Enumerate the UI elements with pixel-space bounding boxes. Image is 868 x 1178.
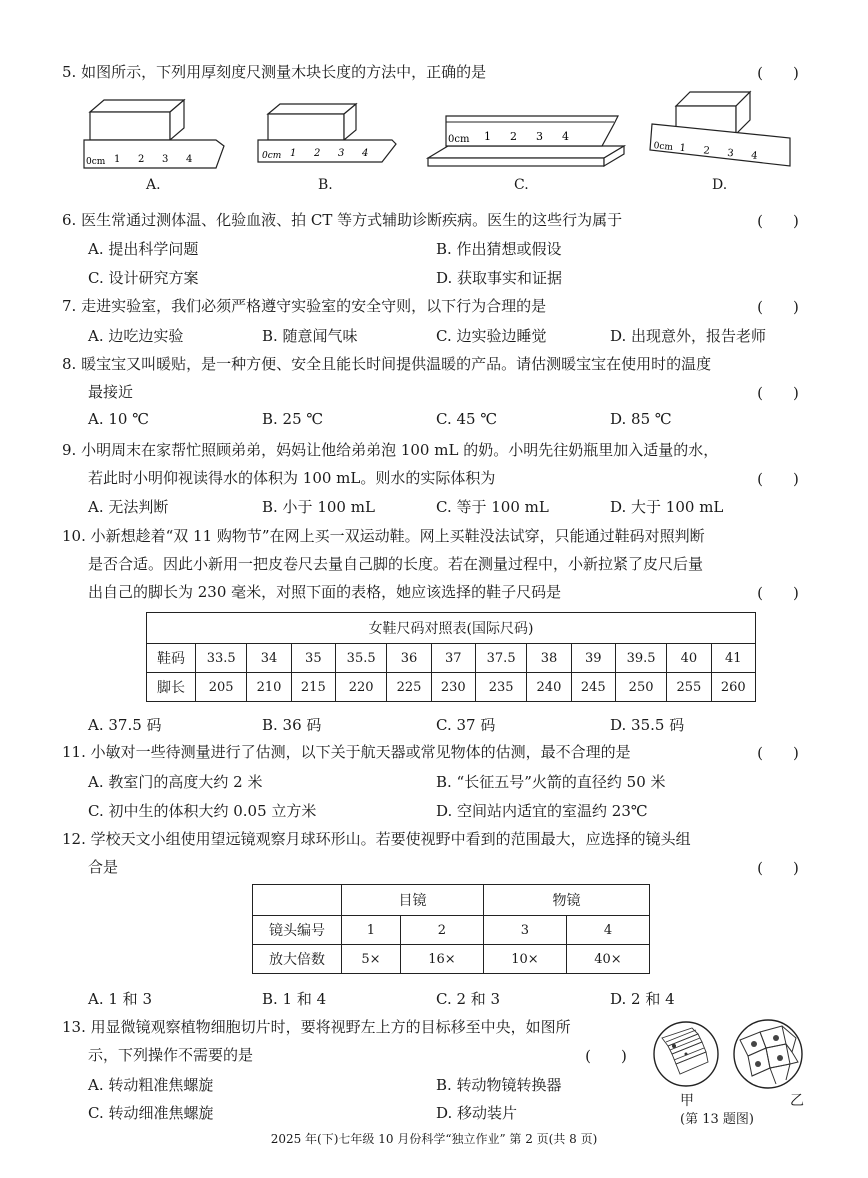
q10-option-a: A. 37.5 码 [88, 716, 162, 734]
q11-option-b: B. “长征五号”火箭的直径约 50 米 [436, 773, 666, 791]
q6-stem: 6. 医生常通过测体温、化验血液、拍 CT 等方式辅助诊断疾病。医生的这些行为属于 [62, 211, 623, 229]
q7-answer-paren: ( ) [757, 298, 799, 316]
q13-fig-label-left: 甲 [680, 1093, 694, 1109]
q12-magnification-cell: 5× [342, 945, 401, 974]
q12-option-b: B. 1 和 4 [262, 990, 327, 1008]
q9-stem-line2: 若此时小明仰视读得水的体积为 100 mL。则水的实际体积为 [88, 469, 496, 487]
q5-a-tick: 2 [138, 154, 145, 165]
q12-stem-line1: 12. 学校天文小组使用望远镜观察月球环形山。若要使视野中看到的范围最大，应选择的镜头组 [62, 830, 691, 848]
q13-option-c: C. 转动细准焦螺旋 [88, 1104, 214, 1122]
q6-answer-paren: ( ) [757, 212, 799, 230]
q10-option-d: D. 35.5 码 [610, 716, 685, 734]
q10-stem-line1: 10. 小新想趁着“双 11 购物节”在网上买一双运动鞋。网上买鞋没法试穿，只能通过鞋码对照判断 [62, 527, 705, 545]
q10-size-cell: 38 [527, 644, 571, 673]
q10-size-cell: 35 [291, 644, 335, 673]
q5-c-tick: 2 [510, 130, 517, 143]
q13-microscope-view-left [652, 1020, 724, 1088]
q7-option-d: D. 出现意外，报告老师 [610, 327, 767, 345]
q5-c-tick: 4 [562, 130, 569, 143]
q12-number-cell: 1 [342, 916, 401, 945]
q10-foot-cell: 240 [527, 673, 571, 702]
q8-option-d: D. 85 ℃ [610, 410, 672, 428]
q10-foot-cell: 235 [475, 673, 526, 702]
q10-size-cell: 33.5 [196, 644, 247, 673]
q12-lens-table [252, 884, 650, 974]
q10-size-cell: 35.5 [335, 644, 386, 673]
q13-stem-line2: 示，下列操作不需要的是 [88, 1046, 254, 1064]
q5-figure-a [84, 100, 234, 170]
q5-label-b: B. [318, 177, 333, 193]
q10-size-cell: 37 [431, 644, 475, 673]
q12-magnification-cell: 10× [483, 945, 566, 974]
q6-option-b: B. 作出猜想或假设 [436, 240, 562, 258]
q10-shoe-size-table [146, 612, 756, 702]
q5-d-tick: 3 [726, 147, 735, 160]
q5-a-tick: 3 [162, 154, 169, 165]
q5-b-tick: 4 [362, 148, 369, 159]
q6-option-a: A. 提出科学问题 [88, 240, 199, 258]
q12-row-label-magnification: 放大倍数 [253, 945, 342, 974]
q10-foot-cell: 210 [247, 673, 291, 702]
q6-option-d: D. 获取事实和证据 [436, 269, 563, 287]
q5-c-ruler-zero: 0cm [448, 134, 470, 145]
q13-option-d: D. 移动装片 [436, 1104, 518, 1122]
q7-option-c: C. 边实验边睡觉 [436, 327, 547, 345]
q8-option-b: B. 25 ℃ [262, 410, 324, 428]
q5-b-ruler-zero: 0cm [262, 151, 282, 161]
q8-stem-line1: 8. 暖宝宝又叫暖贴，是一种方便、安全且能长时间提供温暖的产品。请估测暖宝宝在使用时的温度 [62, 355, 712, 373]
q11-option-a: A. 教室门的高度大约 2 米 [88, 773, 263, 791]
q13-microscope-view-right [732, 1018, 804, 1090]
q5-d-tick: 4 [750, 150, 759, 162]
q13-option-a: A. 转动粗准焦螺旋 [88, 1076, 214, 1094]
q10-size-cell: 37.5 [475, 644, 526, 673]
q10-foot-cell: 215 [291, 673, 335, 702]
q10-table-title: 女鞋尺码对照表(国际尺码) [147, 613, 756, 644]
q12-magnification-cell: 40× [566, 945, 649, 974]
q10-size-cell: 34 [247, 644, 291, 673]
q13-fig-label-right: 乙 [790, 1093, 804, 1109]
q5-d-tick: 1 [678, 142, 687, 155]
q5-d-ruler-zero: 0cm [653, 141, 674, 153]
q5-label-c: C. [514, 177, 529, 193]
q9-option-b: B. 小于 100 mL [262, 498, 375, 516]
q5-b-tick: 2 [314, 148, 321, 159]
q10-foot-cell: 255 [667, 673, 711, 702]
q12-option-d: D. 2 和 4 [610, 990, 675, 1008]
q7-stem: 7. 走进实验室，我们必须严格遵守实验室的安全守则，以下行为合理的是 [62, 297, 547, 315]
q13-figure-caption: (第 13 题图) [680, 1112, 754, 1127]
q13-option-b: B. 转动物镜转换器 [436, 1076, 562, 1094]
q10-option-b: B. 36 码 [262, 716, 322, 734]
q5-c-tick: 3 [536, 130, 543, 143]
q5-a-tick: 4 [186, 154, 193, 165]
q10-size-cell: 39.5 [615, 644, 666, 673]
q5-a-tick: 1 [114, 154, 121, 165]
q12-row-label-number: 镜头编号 [253, 916, 342, 945]
q12-header-objective: 物镜 [483, 885, 649, 916]
q8-option-a: A. 10 ℃ [88, 410, 150, 428]
q5-figure-d [650, 92, 810, 172]
q10-foot-cell: 245 [571, 673, 615, 702]
q5-label-d: D. [712, 177, 728, 193]
q9-option-a: A. 无法判断 [88, 498, 169, 516]
q5-b-tick: 1 [290, 148, 297, 159]
q12-magnification-cell: 16× [400, 945, 483, 974]
q12-stem-line2: 合是 [88, 858, 119, 876]
q5-label-a: A. [146, 177, 161, 193]
q5-a-ruler-zero: 0cm [86, 157, 106, 167]
q13-stem-line1: 13. 用显微镜观察植物细胞切片时，要将视野左上方的目标移至中央，如图所 [62, 1018, 571, 1036]
q10-foot-cell: 260 [711, 673, 755, 702]
q10-answer-paren: ( ) [757, 584, 799, 602]
q9-option-c: C. 等于 100 mL [436, 498, 549, 516]
q11-answer-paren: ( ) [757, 744, 799, 762]
q5-b-tick: 3 [338, 148, 345, 159]
q10-size-cell: 40 [667, 644, 711, 673]
q10-row-label-size: 鞋码 [147, 644, 196, 673]
q11-option-d: D. 空间站内适宜的室温约 23℃ [436, 802, 648, 820]
q5-c-tick: 1 [484, 130, 491, 143]
q10-foot-cell: 250 [615, 673, 666, 702]
q5-figure-c [428, 108, 628, 174]
q12-number-cell: 3 [483, 916, 566, 945]
q11-option-c: C. 初中生的体积大约 0.05 立方米 [88, 802, 317, 820]
q10-row-label-foot: 脚长 [147, 673, 196, 702]
q12-answer-paren: ( ) [757, 859, 799, 877]
q10-stem-line3: 出自己的脚长为 230 毫米，对照下面的表格，她应该选择的鞋子尺码是 [88, 583, 562, 601]
q7-option-a: A. 边吃边实验 [88, 327, 184, 345]
q7-option-b: B. 随意闻气味 [262, 327, 358, 345]
q5-answer-paren: ( ) [757, 64, 799, 82]
q10-size-cell: 36 [387, 644, 431, 673]
q5-d-tick: 2 [702, 145, 711, 157]
q5-figure-b [258, 104, 408, 170]
q12-number-cell: 4 [566, 916, 649, 945]
q10-foot-cell: 220 [335, 673, 386, 702]
q12-option-c: C. 2 和 3 [436, 990, 501, 1008]
q8-answer-paren: ( ) [757, 384, 799, 402]
q10-option-c: C. 37 码 [436, 716, 496, 734]
q10-foot-cell: 225 [387, 673, 431, 702]
q9-answer-paren: ( ) [757, 470, 799, 488]
q8-option-c: C. 45 ℃ [436, 410, 498, 428]
q6-option-c: C. 设计研究方案 [88, 269, 199, 287]
q12-number-cell: 2 [400, 916, 483, 945]
q9-option-d: D. 大于 100 mL [610, 498, 724, 516]
q10-foot-cell: 230 [431, 673, 475, 702]
q11-stem: 11. 小敏对一些待测量进行了估测，以下关于航天器或常见物体的估测，最不合理的是 [62, 743, 631, 761]
q10-stem-line2: 是否合适。因此小新用一把皮卷尺去量自己脚的长度。若在测量过程中，小新拉紧了皮尺后量 [88, 555, 704, 573]
q5-stem: 5. 如图所示，下列用厚刻度尺测量木块长度的方法中，正确的是 [62, 63, 487, 81]
q12-option-a: A. 1 和 3 [88, 990, 152, 1008]
q12-header-eyepiece: 目镜 [342, 885, 484, 916]
q10-size-cell: 39 [571, 644, 615, 673]
q9-stem-line1: 9. 小明周末在家帮忙照顾弟弟，妈妈让他给弟弟泡 100 mL 的奶。小明先往奶瓶里加入适量的水， [62, 441, 719, 459]
q8-stem-line2: 最接近 [88, 383, 134, 401]
q10-foot-cell: 205 [196, 673, 247, 702]
q10-size-cell: 41 [711, 644, 755, 673]
page-footer: 2025 年(下)七年级 10 月份科学“独立作业” 第 2 页(共 8 页) [270, 1132, 598, 1146]
q13-answer-paren: ( ) [585, 1047, 627, 1065]
